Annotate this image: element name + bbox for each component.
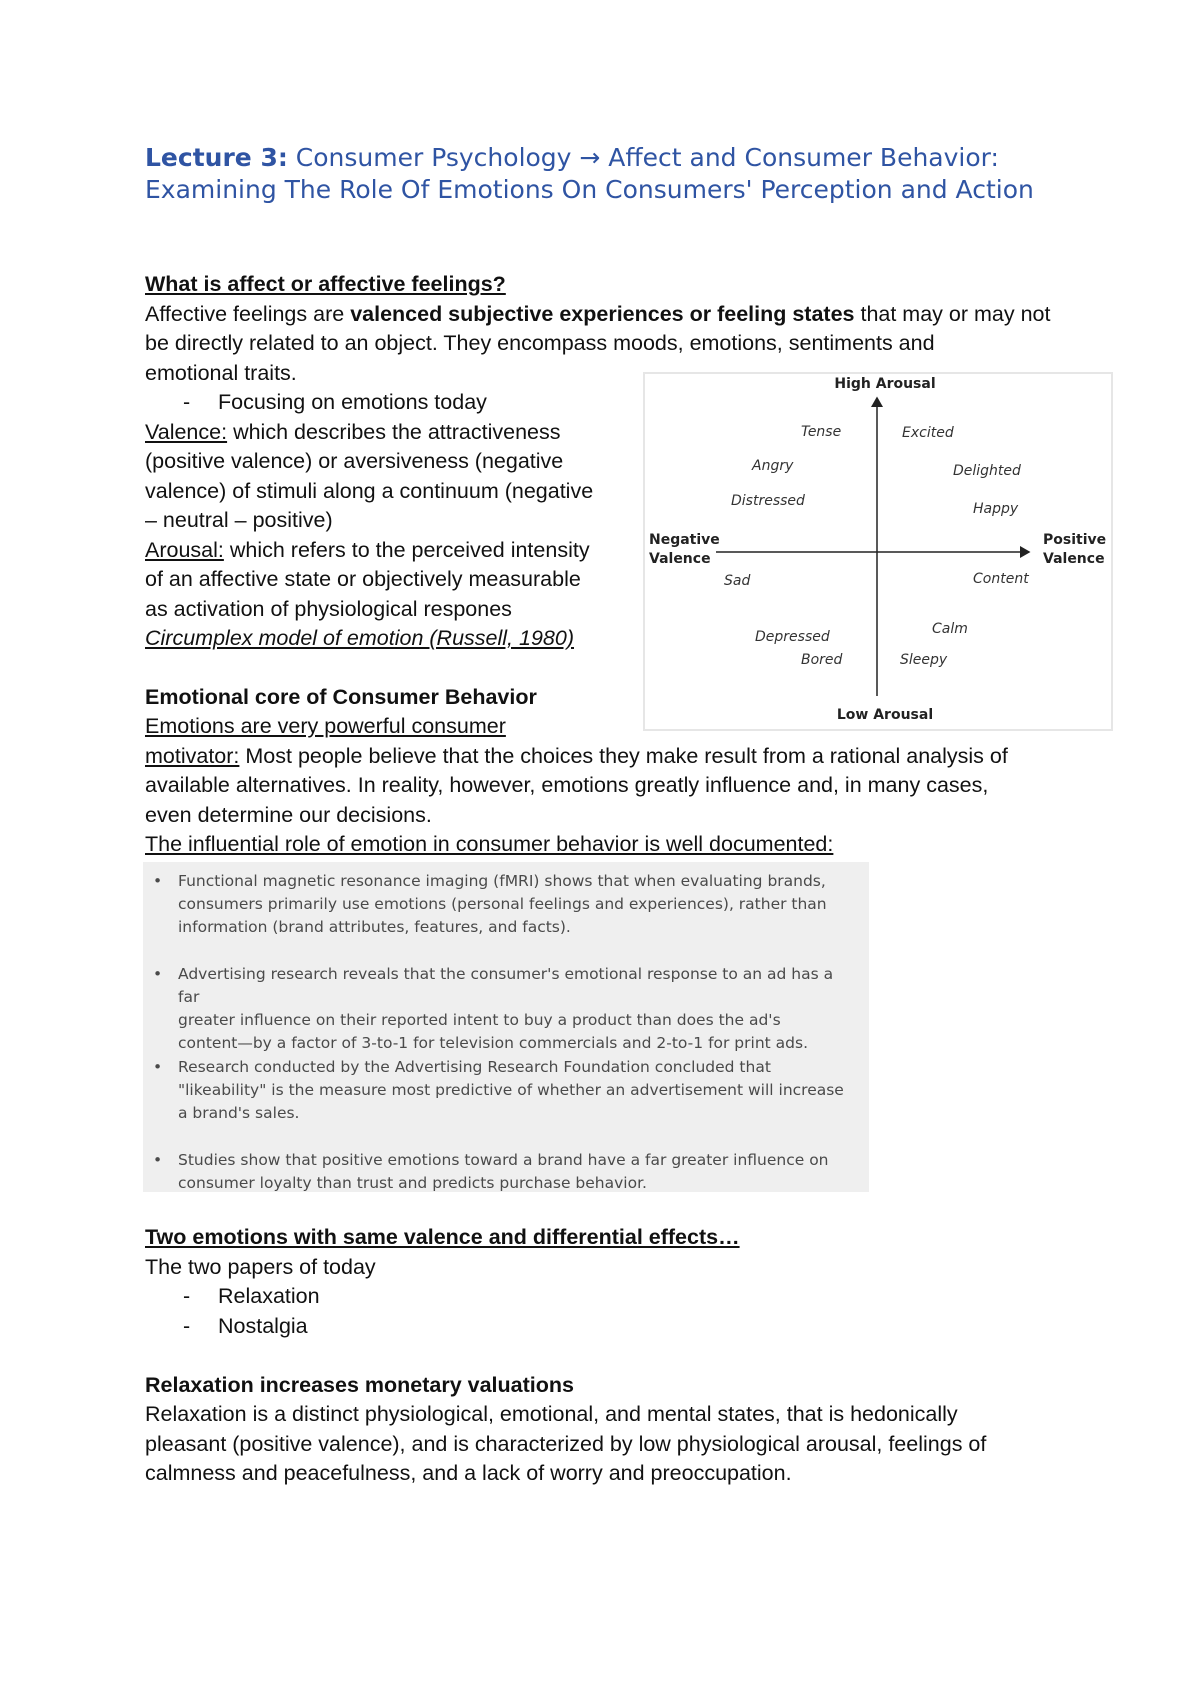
arousal-text: which refers to the perceived intensity: [229, 538, 590, 562]
list-item-relaxation: Relaxation: [218, 1284, 320, 1308]
emotions-motivator-subheading: Emotions are very powerful consumer: [145, 714, 506, 738]
title-lecture-number: Lecture 3:: [145, 143, 288, 172]
title-text: Consumer Psychology → Affect and Consumer Behavior: Examining The Role Of Emotions On Consumers' Perception and Action: [145, 143, 1034, 204]
influential-role-heading: The influential role of emotion in consumer behavior is well documented:: [145, 832, 834, 856]
finding-likeability-line3: a brand's sales.: [178, 1104, 300, 1122]
valence-line2: (positive valence) or aversiveness (negative: [145, 449, 564, 473]
finding-loyalty-line2: consumer loyalty than trust and predicts purchase behavior.: [178, 1174, 647, 1192]
valence-line4: – neutral – positive): [145, 508, 333, 532]
bullet-dot: •: [153, 1058, 163, 1076]
relaxation-line1: Relaxation is a distinct physiological, emotional, and mental states, that is hedonically: [145, 1402, 958, 1426]
emotion-delighted: Delighted: [953, 463, 1021, 479]
finding-fmri-line1: Functional magnetic resonance imaging (fMRI) shows that when evaluating brands,: [178, 872, 826, 890]
finding-likeability-line2: "likeability" is the measure most predictive of whether an advertisement will increase: [178, 1081, 844, 1099]
positive-valence-label-2: Valence: [1043, 551, 1105, 567]
emotion-sleepy: Sleepy: [900, 652, 948, 668]
bullet-dot: •: [153, 872, 163, 890]
research-findings-box: [143, 862, 869, 1192]
emotion-content: Content: [973, 571, 1029, 587]
emotions-paragraph-line1: [145, 742, 1105, 772]
emotion-calm: Calm: [932, 621, 968, 637]
affect-text-post: that may or may not: [860, 302, 1051, 326]
affect-text-bold: valenced subjective experiences or feeling states: [350, 302, 855, 326]
finding-fmri-line3: information (brand attributes, features, and facts).: [178, 918, 571, 936]
positive-valence-label-1: Positive: [1043, 532, 1107, 548]
emotion-excited: Excited: [902, 425, 954, 441]
finding-advertising-line3: content—by a factor of 3-to-1 for television commercials and 2-to-1 for print ads.: [178, 1034, 808, 1052]
emotion-angry: Angry: [752, 458, 794, 474]
section-heading-emotional-core: Emotional core of Consumer Behavior: [145, 685, 537, 709]
valence-label: Valence:: [145, 420, 228, 444]
affect-paragraph-line1: [145, 300, 1105, 330]
two-papers-intro: The two papers of today: [145, 1255, 376, 1279]
motivator-label: motivator:: [145, 744, 240, 768]
emotion-tense: Tense: [801, 424, 842, 440]
bullet-dot: •: [153, 1151, 163, 1169]
list-dash: -: [183, 1314, 191, 1338]
arousal-line1: [145, 536, 590, 566]
valence-text: which describes the attractiveness: [233, 420, 561, 444]
section-heading-two-emotions: Two emotions with same valence and differential effects…: [145, 1225, 740, 1249]
emotion-sad: Sad: [724, 573, 751, 589]
section-heading-affect: What is affect or affective feelings?: [145, 272, 506, 296]
valence-line3: valence) of stimuli along a continuum (negative: [145, 479, 594, 503]
list-item-nostalgia: Nostalgia: [218, 1314, 308, 1338]
circumplex-diagram: [645, 374, 1111, 729]
finding-likeability-line1: Research conducted by the Advertising Research Foundation concluded that: [178, 1058, 771, 1076]
arousal-line3: as activation of physiological respones: [145, 597, 512, 621]
affect-paragraph-line2: be directly related to an object. They encompass moods, emotions, sentiments and: [145, 331, 935, 355]
emotions-paragraph-line2: available alternatives. In reality, however, emotions greatly influence and, in many cases,: [145, 773, 989, 797]
circumplex-figure: [643, 372, 1113, 731]
valence-line1: [145, 418, 561, 448]
emotions-text: Most people believe that the choices they make result from a rational analysis of: [245, 744, 1008, 768]
emotion-happy: Happy: [973, 501, 1019, 517]
page-title: [145, 142, 1085, 206]
arousal-line2: of an affective state or objectively measurable: [145, 567, 581, 591]
finding-loyalty-line1: Studies show that positive emotions toward a brand have a far greater influence on: [178, 1151, 829, 1169]
low-arousal-label: Low Arousal: [836, 707, 934, 723]
emotions-paragraph-line3: even determine our decisions.: [145, 803, 432, 827]
bullet-dot: •: [153, 965, 163, 983]
negative-valence-label-2: Valence: [649, 551, 711, 567]
affect-paragraph-line3: emotional traits.: [145, 361, 297, 385]
finding-advertising-line1: Advertising research reveals that the consumer's emotional response to an ad has a far: [178, 965, 834, 1006]
relaxation-line2: pleasant (positive valence), and is characterized by low physiological arousal, feelings of: [145, 1432, 987, 1456]
emotion-distressed: Distressed: [731, 493, 805, 509]
affect-text-pre: Affective feelings are: [145, 302, 345, 326]
negative-valence-label-1: Negative: [649, 532, 720, 548]
emotion-depressed: Depressed: [755, 629, 830, 645]
list-item-focus: Focusing on emotions today: [218, 390, 487, 414]
circumplex-model-citation: Circumplex model of emotion (Russell, 1980): [145, 626, 574, 650]
finding-fmri-line2: consumers primarily use emotions (personal feelings and experiences), rather than: [178, 895, 827, 913]
list-dash: -: [183, 390, 191, 414]
finding-advertising-line2: greater influence on their reported intent to buy a product than does the ad's: [178, 1011, 781, 1029]
emotion-bored: Bored: [801, 652, 843, 668]
section-heading-relaxation: Relaxation increases monetary valuations: [145, 1373, 574, 1397]
list-dash: -: [183, 1284, 191, 1308]
arousal-label: Arousal:: [145, 538, 224, 562]
relaxation-line3: calmness and peacefulness, and a lack of worry and preoccupation.: [145, 1461, 792, 1485]
high-arousal-label: High Arousal: [834, 376, 936, 392]
